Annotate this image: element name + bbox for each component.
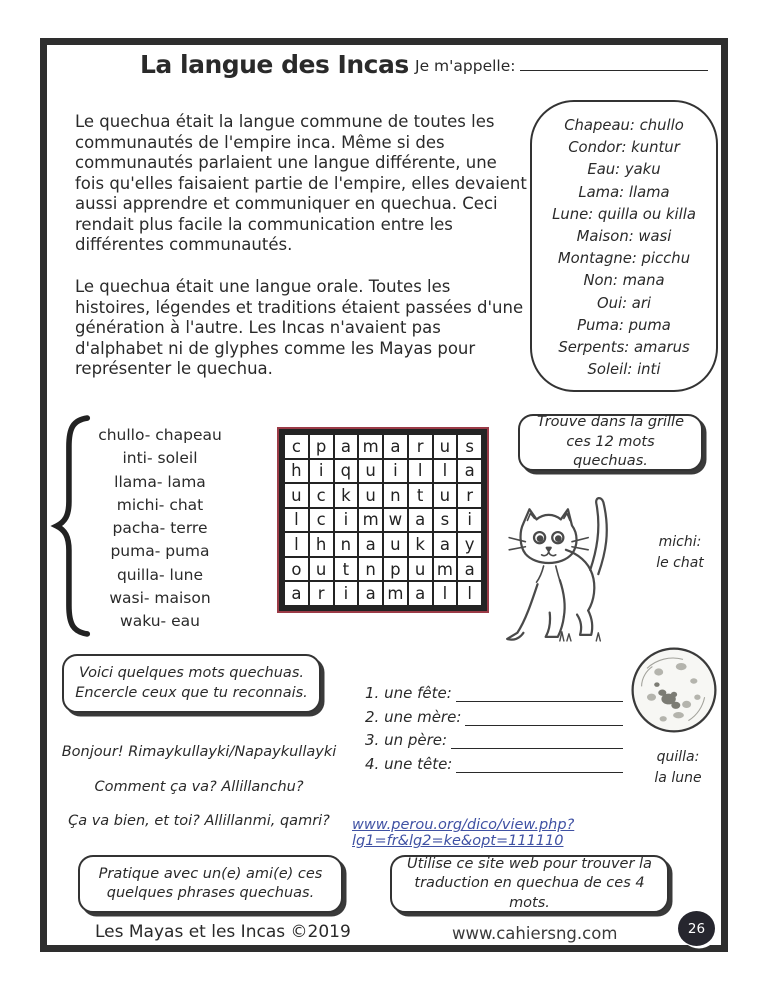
moon-caption-word: quilla:	[656, 749, 700, 765]
word-search-cell: r	[310, 582, 333, 605]
word-search-cell: u	[409, 558, 432, 581]
word-search-cell: t	[409, 484, 432, 507]
practice-line1: Pratique avec un(e) ami(e) ces	[98, 865, 323, 882]
word-search-cell: l	[285, 533, 308, 556]
word-search-cell: i	[384, 460, 407, 483]
word-search-cell: a	[458, 558, 481, 581]
word-search-cell: l	[434, 460, 457, 483]
quechua-phrase: Comment ça va? Allillanchu?	[94, 778, 304, 795]
translation-blank[interactable]	[465, 711, 623, 726]
word-search-cell: o	[285, 558, 308, 581]
cat-tail	[590, 498, 607, 574]
word-search-cell: n	[384, 484, 407, 507]
word-search-cell: s	[434, 509, 457, 532]
grid-instruction-text: Trouve dans la grille ces 12 mots quechuas.	[536, 414, 684, 470]
word-search-cell: c	[310, 484, 333, 507]
word-list-item: puma- puma	[110, 542, 210, 561]
intro-paragraph-1: Le quechua était la langue commune de toutes les communautés de l'empire inca. Même si des communautés parlaient une langue différente, une fois qu'elles faisaient partie de l'empire, elles devaient aussi apprendre et communiquer en quechua. Ceci rendait plus facile la communication entre les différentes communautés.	[75, 112, 527, 254]
word-search-cell: h	[310, 533, 333, 556]
intro-paragraph-2: Le quechua était une langue orale. Toutes les histoires, légendes et traditions étaient passées d'une génération à l'autre. Les Incas n'avaient pas d'alphabet ni de glyphes comme les Mayas pour représenter le quechua.	[75, 277, 524, 378]
vocabulary-box	[530, 100, 718, 392]
word-search-cell: u	[434, 484, 457, 507]
translation-label: 3. un père:	[365, 731, 448, 749]
vocabulary-item: Eau: yaku	[587, 161, 661, 179]
word-search-cell: a	[409, 509, 432, 532]
word-search-cell: k	[409, 533, 432, 556]
practice-callout	[78, 855, 343, 913]
translation-label: 2. une mère:	[365, 707, 462, 726]
vocabulary-item: Maison: wasi	[576, 228, 672, 246]
word-search-cell: r	[409, 435, 432, 458]
name-field-label: Je m'appelle:	[415, 57, 516, 75]
word-search-cell: u	[359, 484, 382, 507]
quechua-phrase: Ça va bien, et toi? Allillanmi, qamri?	[68, 813, 330, 829]
word-search-cell: n	[335, 533, 358, 556]
word-search-cell: a	[384, 435, 407, 458]
quechua-word-list	[88, 424, 232, 634]
translation-blank[interactable]	[456, 687, 623, 702]
word-search-cell: y	[458, 533, 481, 556]
word-search-cell: q	[335, 460, 358, 483]
website-instruction-line1: Utilise ce site web pour trouver la	[407, 855, 652, 872]
circle-words-callout	[62, 654, 321, 713]
vocabulary-item: Soleil: inti	[587, 361, 661, 379]
word-search-cell: w	[384, 509, 407, 532]
vocabulary-item: Lune: quilla ou killa	[552, 205, 696, 223]
word-search-cell: h	[285, 460, 308, 483]
word-search-cell: c	[310, 509, 333, 532]
publisher-website: www.cahiersng.com	[452, 924, 618, 943]
circle-words-line2: Encercle ceux que tu reconnais.	[75, 684, 308, 701]
cat-caption-translation: le chat	[656, 555, 704, 571]
word-search-cell: m	[384, 582, 407, 605]
word-search-cell: a	[409, 582, 432, 605]
word-search-frame	[277, 427, 489, 613]
page-title: La langue des Incas	[140, 50, 409, 79]
word-search-cell: u	[384, 533, 407, 556]
translation-row	[365, 731, 623, 749]
circle-words-line1: Voici quelques mots quechuas.	[79, 665, 304, 681]
word-search-cell: m	[434, 558, 457, 581]
word-search-cell: a	[359, 533, 382, 556]
copyright-text: Les Mayas et les Incas ©2019	[95, 922, 351, 942]
translation-row	[365, 684, 623, 702]
translation-blank[interactable]	[451, 734, 623, 749]
page-number-badge: 26	[678, 911, 715, 946]
vocabulary-item: Montagne: picchu	[557, 250, 691, 268]
translation-row	[365, 708, 623, 726]
word-list-item: michi- chat	[116, 495, 204, 514]
word-list-item: pacha- terre	[112, 519, 208, 538]
word-search-cell: u	[359, 460, 382, 483]
cat-illustration	[503, 487, 645, 651]
word-search-cell: i	[458, 509, 481, 532]
quechua-phrases	[56, 744, 342, 848]
word-search-cell: l	[285, 509, 308, 532]
name-field-row	[415, 56, 708, 75]
word-search-cell: m	[359, 509, 382, 532]
word-list-item: llama- lama	[114, 472, 206, 491]
website-instruction-line2: traduction en quechua de ces 4 mots.	[414, 875, 645, 911]
name-field-blank[interactable]	[520, 56, 708, 71]
word-list-item: wasi- maison	[109, 589, 211, 608]
word-search-cell: a	[434, 533, 457, 556]
vocabulary-item: Puma: puma	[577, 316, 671, 334]
word-search-cell: t	[335, 558, 358, 581]
translation-label: 4. une tête:	[365, 754, 453, 773]
word-search-cell: l	[458, 582, 481, 605]
word-list-item: inti- soleil	[122, 449, 198, 468]
word-search-cell: s	[458, 435, 481, 458]
word-search-cell: i	[335, 509, 358, 532]
word-search-cell: a	[335, 435, 358, 458]
quechua-phrase: Bonjour! Rimaykullayki/Napaykullayki	[61, 744, 337, 760]
word-search-cell: c	[285, 435, 308, 458]
word-search-cell: m	[359, 435, 382, 458]
word-search-grid	[285, 435, 481, 605]
word-search-cell: p	[310, 435, 333, 458]
vocabulary-item: Chapeau: chullo	[564, 117, 684, 134]
word-search-cell: l	[409, 460, 432, 483]
moon-caption-translation: la lune	[654, 770, 702, 786]
cat-caption-word: michi:	[658, 534, 702, 550]
word-search-cell: a	[359, 582, 382, 605]
translation-label: 1. une fête:	[365, 684, 452, 702]
word-search-cell: l	[434, 582, 457, 605]
vocabulary-item: Lama: llama	[578, 183, 670, 201]
word-search-cell: r	[458, 484, 481, 507]
translation-exercise	[365, 684, 623, 778]
translation-row	[365, 755, 623, 773]
word-list-item: chullo- chapeau	[98, 426, 222, 444]
word-search-cell: a	[285, 582, 308, 605]
word-list-item: quilla- lune	[116, 565, 204, 584]
moon-caption	[638, 747, 718, 789]
word-search-cell: k	[335, 484, 358, 507]
moon-illustration	[629, 644, 719, 740]
vocabulary-item: Oui: ari	[596, 294, 652, 312]
word-search-cell: n	[359, 558, 382, 581]
practice-line2: quelques phrases quechuas.	[106, 885, 315, 901]
word-search-cell: i	[335, 582, 358, 605]
word-search-cell: i	[310, 460, 333, 483]
dictionary-link[interactable]: www.perou.org/dico/view.php?lg1=fr&lg2=ke&opt=111110	[352, 817, 575, 849]
vocabulary-item: Non: mana	[583, 272, 665, 290]
word-search-cell: u	[310, 558, 333, 581]
word-list-item: waku- eau	[120, 612, 200, 631]
vocabulary-item: Condor: kuntur	[568, 139, 680, 157]
word-search-cell: a	[458, 460, 481, 483]
grid-instruction-callout	[518, 414, 703, 471]
word-search-cell: p	[384, 558, 407, 581]
cat-caption	[640, 532, 720, 574]
translation-blank[interactable]	[456, 758, 623, 773]
vocabulary-item: Serpents: amarus	[558, 339, 690, 357]
word-search-cell: u	[434, 435, 457, 458]
word-search-cell: u	[285, 484, 308, 507]
website-instruction-callout	[390, 855, 669, 913]
